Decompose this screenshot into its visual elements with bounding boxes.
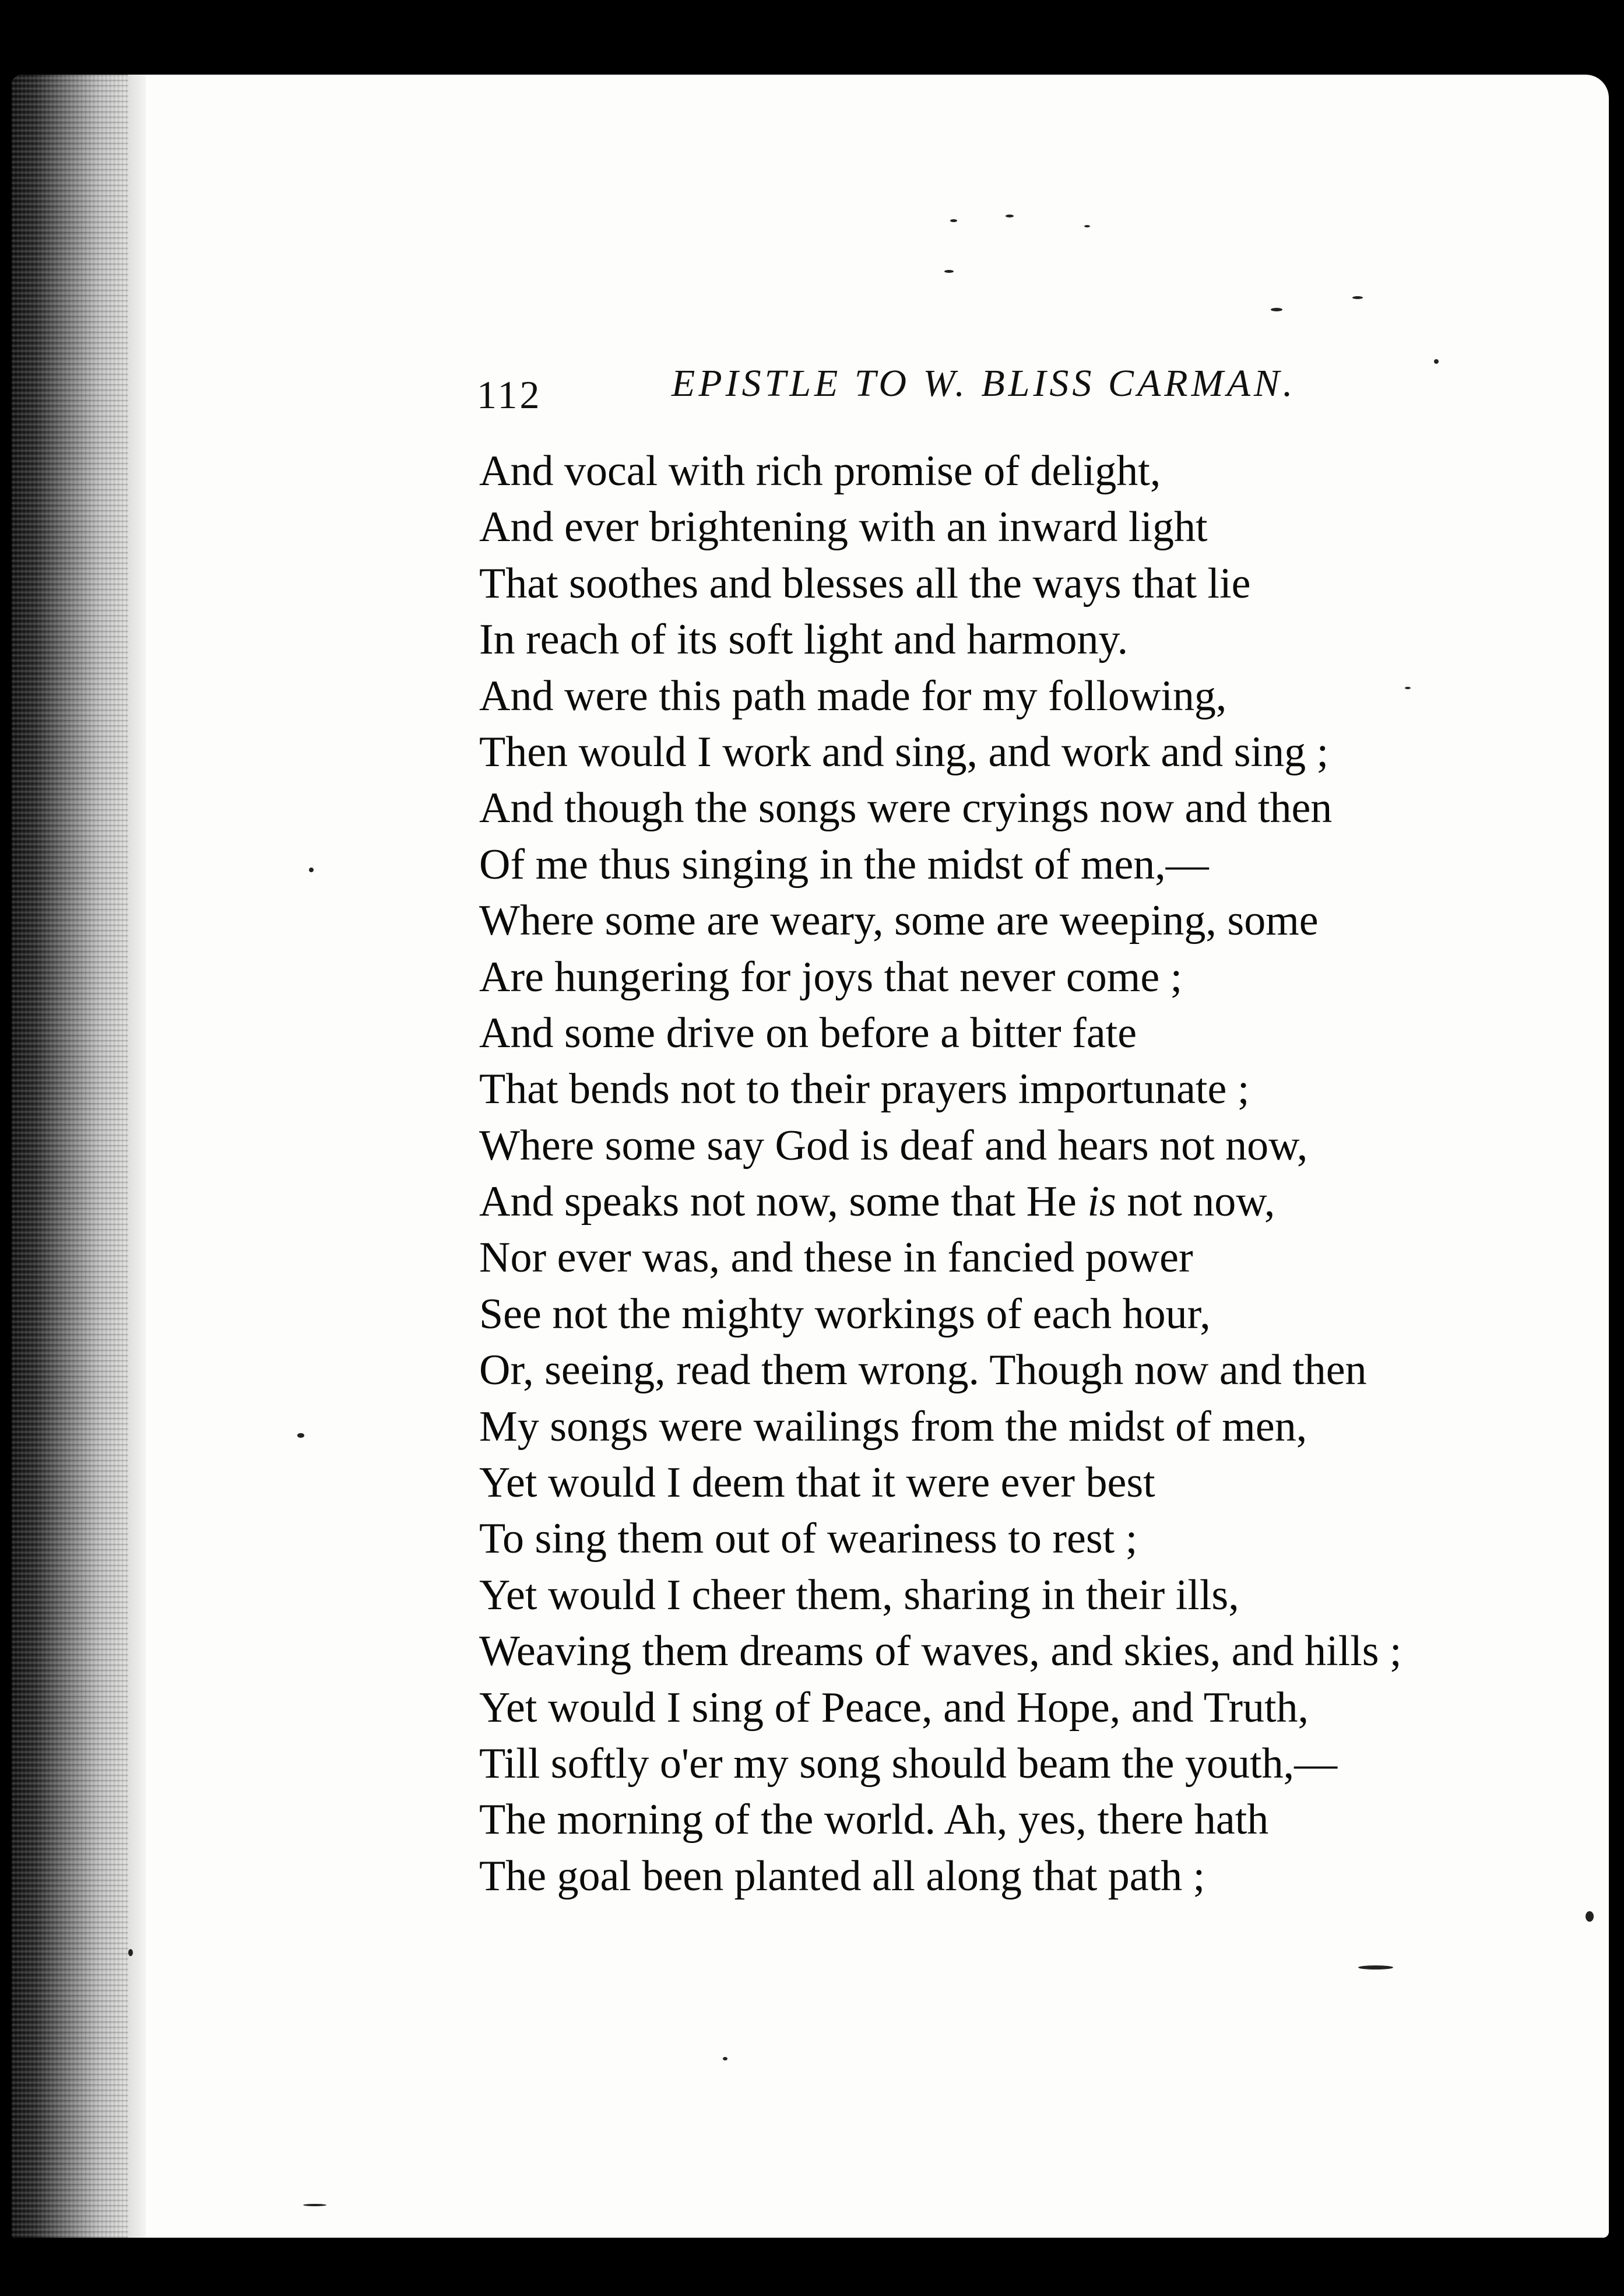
poem-line-with-italic (479, 1174, 1598, 1230)
poem-line: Where some are weary, some are weeping, some (479, 897, 1319, 945)
poem-line-segment: not now, (1116, 1178, 1275, 1226)
poem-line-segment: And speaks not now, some that He (479, 1178, 1088, 1226)
binding-gutter-texture (12, 75, 128, 2238)
scan-speck (723, 2057, 727, 2060)
page-header (477, 361, 1409, 420)
poem-line: Till softly o'er my song should beam the youth,— (479, 1739, 1338, 1788)
poem-line: And were this path made for my following, (479, 672, 1227, 720)
poem-line: See not the mighty workings of each hour, (479, 1290, 1211, 1338)
poem-line: Where some say God is deaf and hears not now, (479, 1121, 1308, 1170)
poem-line-italic-word: is (1087, 1178, 1116, 1226)
poem-line: My songs were wailings from the midst of men, (479, 1402, 1307, 1451)
poem-line: Yet would I deem that it were ever best (479, 1459, 1155, 1507)
scan-speck (309, 868, 314, 872)
scan-speck (1271, 308, 1282, 311)
poem-line: In reach of its soft light and harmony. (479, 616, 1129, 664)
poem-line: The morning of the world. Ah, yes, there hath (479, 1796, 1269, 1844)
poem-line: Weaving them dreams of waves, and skies, and hills ; (479, 1627, 1402, 1676)
scan-speck (1084, 225, 1090, 227)
scan-speck (1006, 215, 1014, 217)
poem-line: And some drive on before a bitter fate (479, 1009, 1137, 1057)
scan-speck (303, 2204, 326, 2206)
scan-speck (1352, 296, 1363, 299)
poem-line: Are hungering for joys that never come ; (479, 953, 1183, 1001)
poem-line: And vocal with rich promise of delight, (479, 447, 1161, 495)
scan-speck (944, 270, 954, 273)
scan-speck (1586, 1911, 1594, 1922)
poem-line: Yet would I sing of Peace, and Hope, and Truth, (479, 1683, 1309, 1732)
poem-line: And though the songs were cryings now and then (479, 784, 1333, 833)
poem-line: Then would I work and sing, and work and sing ; (479, 728, 1329, 776)
poem-line: Of me thus singing in the midst of men,— (479, 840, 1209, 889)
poem-line: Or, seeing, read them wrong. Though now and then (479, 1346, 1367, 1395)
poem-line: That bends not to their prayers importunate ; (479, 1065, 1250, 1114)
scan-speck (297, 1433, 304, 1438)
page-number: 112 (477, 373, 542, 417)
poem-line: To sing them out of weariness to rest ; (479, 1515, 1138, 1563)
scan-speck (1434, 359, 1439, 364)
poem-line: Yet would I cheer them, sharing in their ills, (479, 1571, 1239, 1619)
running-title: EPISTLE TO W. BLISS CARMAN. (672, 362, 1296, 405)
poem-line: That soothes and blesses all the ways that lie (479, 559, 1251, 608)
poem-line: The goal been planted all along that path ; (479, 1852, 1205, 1900)
scan-speck (1358, 1965, 1393, 1969)
poem-line: And ever brightening with an inward light (479, 503, 1208, 552)
scan-speck (950, 219, 957, 222)
scan-speck (128, 1949, 133, 1956)
poem-text (479, 443, 1598, 1904)
poem-line: Nor ever was, and these in fancied power (479, 1234, 1193, 1282)
